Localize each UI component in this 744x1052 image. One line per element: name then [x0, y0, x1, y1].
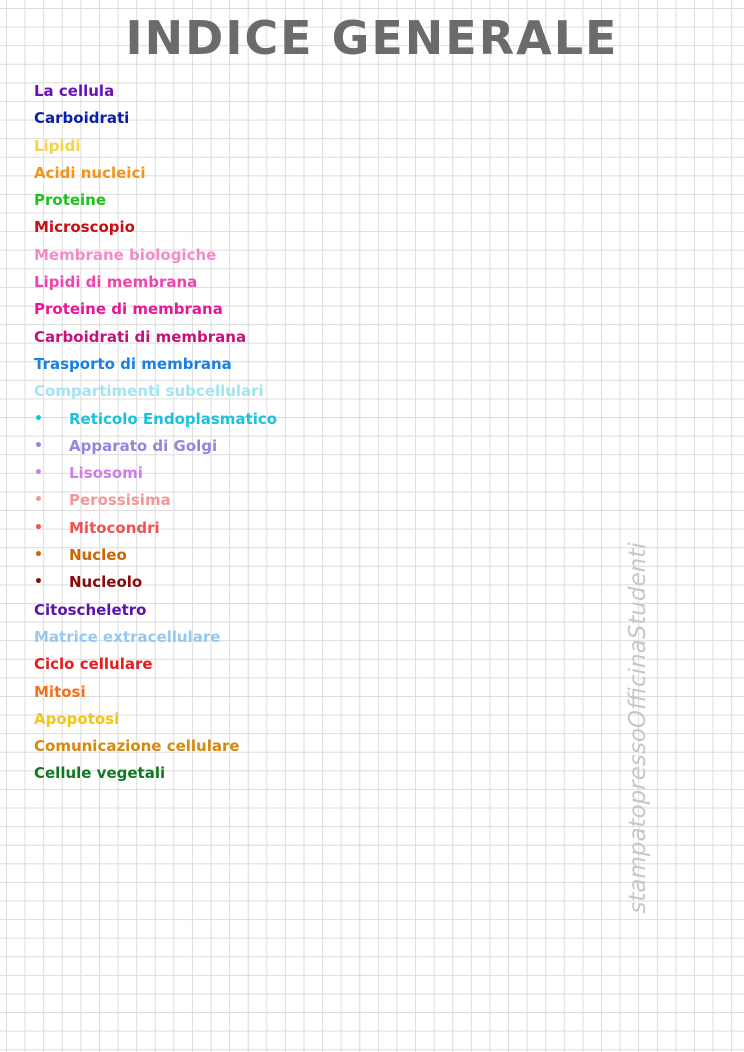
- index-item-label: Reticolo Endoplasmatico: [69, 409, 278, 428]
- index-item-label: Nucleo: [69, 546, 127, 565]
- index-item-label: Lisosomi: [69, 464, 143, 483]
- index-subitem: [34, 569, 277, 596]
- index-item-label: Mitocondri: [69, 518, 160, 537]
- index-item: [34, 296, 277, 323]
- index-item: [34, 105, 277, 132]
- index-item-label: Ciclo cellulare: [34, 655, 153, 674]
- index-item-label: Apparato di Golgi: [69, 436, 218, 455]
- index-item-label: Proteine: [34, 191, 107, 210]
- page-title: INDICE GENERALE: [125, 11, 619, 65]
- index-subitem: [34, 515, 277, 542]
- index-subitem: [34, 460, 277, 487]
- index-subitem: [34, 433, 277, 460]
- bullet-icon: •: [34, 465, 43, 482]
- index-item-label: Trasporto di membrana: [34, 354, 232, 373]
- index-item: [34, 651, 277, 678]
- index-item: [34, 378, 277, 405]
- index-item-label: Microscopio: [34, 218, 135, 237]
- index-item: [34, 597, 277, 624]
- index-subitem: [34, 487, 277, 514]
- index-item: [34, 624, 277, 651]
- index-item-label: Citoscheletro: [34, 600, 147, 619]
- index-item: [34, 160, 277, 187]
- index-item-label: Lipidi di membrana: [34, 273, 198, 292]
- index-item-label: Apopotosi: [34, 709, 120, 728]
- index-item: [34, 242, 277, 269]
- index-item: [34, 214, 277, 241]
- bullet-icon: •: [34, 519, 43, 536]
- index-list: [34, 78, 277, 788]
- index-item-label: Compartimenti subcellulari: [34, 382, 264, 401]
- index-item: [34, 269, 277, 296]
- index-item-label: Mitosi: [34, 682, 86, 701]
- index-item-label: Comunicazione cellulare: [34, 737, 240, 756]
- index-item-label: Perossisima: [69, 491, 171, 510]
- index-item: [34, 733, 277, 760]
- index-item-label: La cellula: [34, 82, 115, 100]
- watermark: stampatopressoOfficinaStudenti: [625, 542, 651, 914]
- index-item-label: Nucleolo: [69, 573, 143, 592]
- index-item: [34, 706, 277, 733]
- index-item: [34, 679, 277, 706]
- bullet-icon: •: [34, 410, 43, 427]
- index-item-label: Carboidrati di membrana: [34, 327, 247, 346]
- bullet-icon: •: [34, 437, 43, 454]
- index-item-label: Proteine di membrana: [34, 300, 223, 319]
- index-subitem: [34, 542, 277, 569]
- index-item-label: Carboidrati: [34, 109, 130, 128]
- index-item: [34, 351, 277, 378]
- index-item-label: Acidi nucleici: [34, 163, 146, 182]
- index-subitem: [34, 406, 277, 433]
- index-item: [34, 324, 277, 351]
- index-item-label: Matrice extracellulare: [34, 627, 221, 646]
- index-item: [34, 760, 277, 787]
- bullet-icon: •: [34, 492, 43, 509]
- index-item: [34, 133, 277, 160]
- index-item-label: Lipidi: [34, 136, 81, 155]
- index-item-label: Cellule vegetali: [34, 764, 166, 783]
- index-item: [34, 78, 277, 105]
- index-item-label: Membrane biologiche: [34, 245, 217, 264]
- bullet-icon: •: [34, 547, 43, 564]
- index-item: [34, 187, 277, 214]
- bullet-icon: •: [34, 574, 43, 591]
